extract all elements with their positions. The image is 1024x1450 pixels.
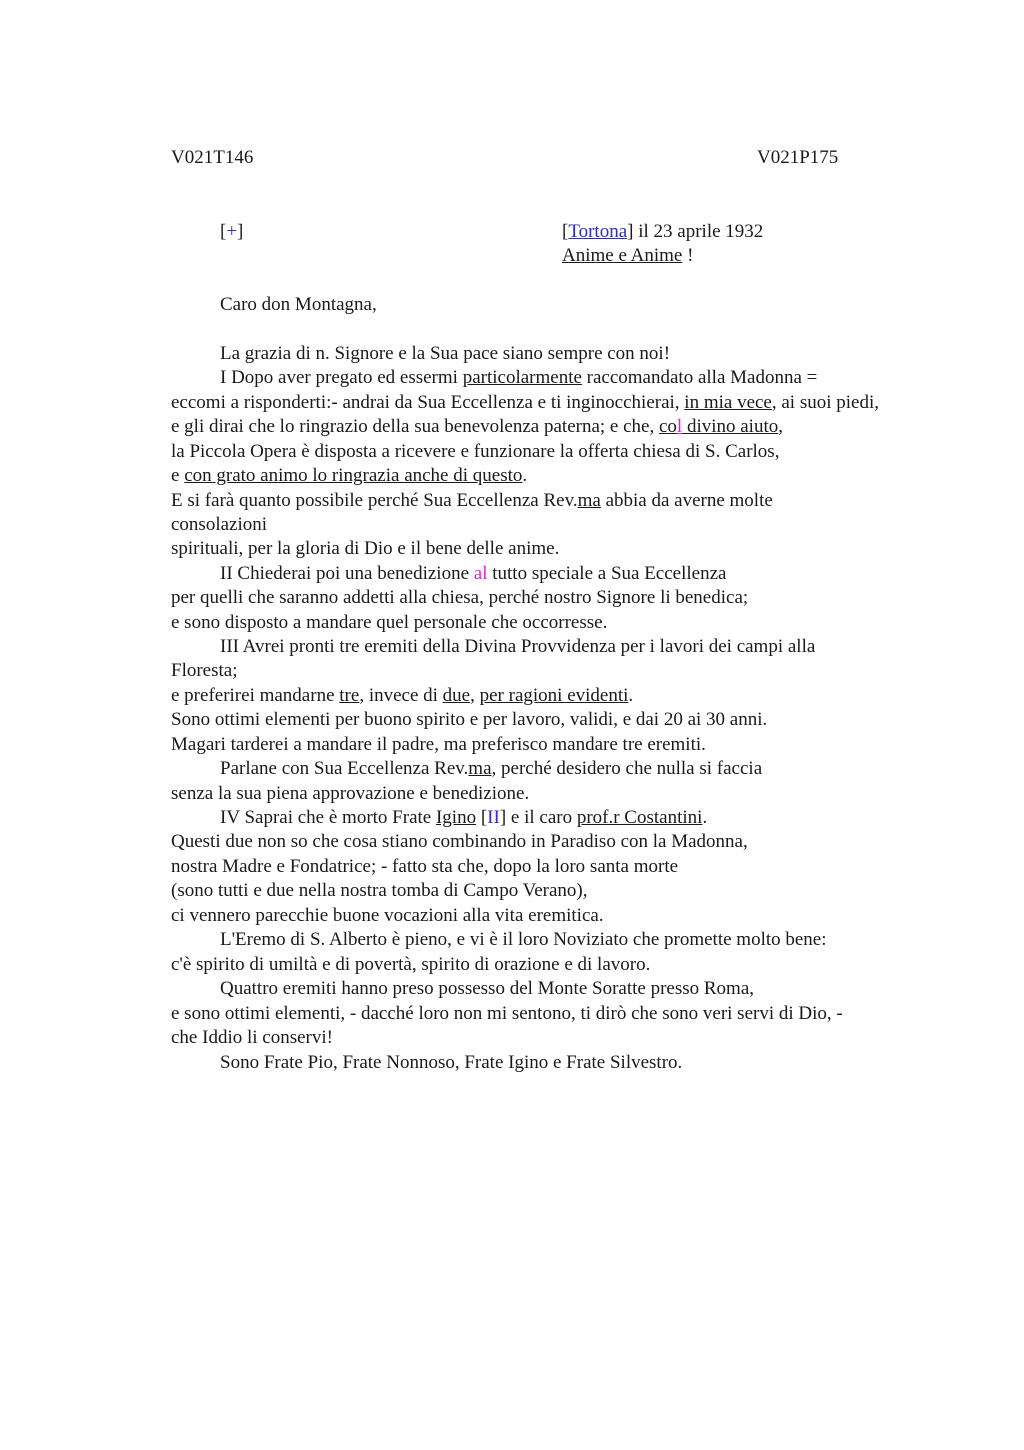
- text-run: IV Saprai che è morto Frate: [220, 807, 436, 828]
- text-run: [: [476, 807, 488, 828]
- letter-line: c'è spirito di umiltà e di povertà, spirito di orazione e di lavoro.: [171, 954, 651, 975]
- text-run: Parlane con Sua Eccellenza Rev.: [220, 758, 469, 779]
- letter-line: [171, 489, 773, 513]
- underlined-text: prof.r Costantini: [576, 807, 703, 828]
- text-run: , perché desidero che nulla si faccia: [491, 758, 763, 779]
- text-run: I Dopo aver pregato ed essermi: [220, 367, 463, 388]
- underlined-text: due: [442, 685, 471, 706]
- letter-line: Sono Frate Pio, Frate Nonnoso, Frate Igino e Frate Silvestro.: [220, 1052, 683, 1073]
- underlined-text: co: [658, 416, 677, 437]
- letter-line: che Iddio li conservi!: [171, 1027, 333, 1048]
- text-run: , ai suoi piedi,: [771, 392, 880, 413]
- place-date-line: [562, 220, 763, 244]
- editorial-marker: [220, 220, 243, 244]
- letter-line: nostra Madre e Fondatrice; - fatto sta che, dopo la loro santa morte: [171, 856, 679, 877]
- letter-line: senza la sua piena approvazione e benedizione.: [171, 783, 530, 804]
- text-run: abbia da averne molte: [600, 490, 773, 511]
- letter-line: La grazia di n. Signore e la Sua pace siano sempre con noi!: [220, 343, 671, 364]
- letter-line: Questi due non so che cosa stiano combinando in Paradiso con la Madonna,: [171, 831, 748, 852]
- footnote-link[interactable]: II: [487, 807, 500, 828]
- underlined-text: particolarmente: [462, 367, 582, 388]
- underlined-text: in mia vece: [684, 392, 772, 413]
- letter-line: [220, 757, 762, 781]
- text-run: e gli dirai che lo ringrazio della sua benevolenza paterna; e che,: [171, 416, 659, 437]
- text-run: .: [628, 685, 634, 706]
- text-run: ] e il caro: [499, 807, 577, 828]
- letter-line: Magari tarderei a mandare il padre, ma preferisco mandare tre eremiti.: [171, 734, 706, 755]
- letter-line: e sono disposto a mandare quel personale che occorresse.: [171, 612, 608, 633]
- letter-line: [220, 562, 726, 586]
- motto-line: [562, 244, 693, 268]
- letter-line: Quattro eremiti hanno preso possesso del Monte Soratte presso Roma,: [220, 978, 755, 999]
- letter-line: III Avrei pronti tre eremiti della Divina Provvidenza per i lavori dei campi alla: [220, 636, 816, 657]
- letter-line: (sono tutti e due nella nostra tomba di Campo Verano),: [171, 880, 588, 901]
- text-run: , invece di: [359, 685, 443, 706]
- text-run: E si farà quanto possibile perché Sua Eccellenza Rev.: [171, 490, 578, 511]
- letter-line: Sono ottimi elementi per buono spirito e per lavoro, validi, e dai 20 ai 30 anni.: [171, 709, 768, 730]
- underlined-text: ma: [468, 758, 492, 779]
- document-code-left: V021T146: [171, 147, 254, 168]
- text-run: e: [171, 465, 185, 486]
- letter-line: e sono ottimi elementi, - dacché loro non mi sentono, ti dirò che sono veri servi di Dio, -: [171, 1003, 843, 1024]
- underlined-text: per ragioni evidenti: [479, 685, 629, 706]
- letter-line: consolazioni: [171, 514, 268, 535]
- salutation: Caro don Montagna,: [220, 294, 377, 315]
- motto-suffix: !: [682, 245, 694, 266]
- letter-line: [171, 464, 527, 488]
- inserted-text: l: [676, 416, 683, 437]
- place-link-tortona[interactable]: Tortona: [568, 221, 628, 242]
- motto-text: Anime e Anime: [562, 245, 683, 266]
- text-run: tutto speciale a Sua Eccellenza: [487, 563, 727, 584]
- underlined-text: divino aiuto: [682, 416, 779, 437]
- document-code-right: V021P175: [757, 147, 839, 168]
- marker-close-bracket: ]: [237, 221, 244, 242]
- letter-line: L'Eremo di S. Alberto è pieno, e vi è il loro Noviziato che promette molto bene:: [220, 929, 827, 950]
- text-run: .: [522, 465, 528, 486]
- underlined-text: Igino: [435, 807, 477, 828]
- place-open-bracket: [: [562, 221, 569, 242]
- letter-line: [171, 684, 633, 708]
- marker-open-bracket: [: [220, 221, 227, 242]
- text-run: ,: [470, 685, 480, 706]
- text-run: e preferirei mandarne: [171, 685, 340, 706]
- letter-line: [171, 391, 879, 415]
- letter-line: per quelli che saranno addetti alla chiesa, perché nostro Signore li benedica;: [171, 587, 749, 608]
- text-run: II Chiederai poi una benedizione: [220, 563, 474, 584]
- underlined-text: tre: [339, 685, 360, 706]
- underlined-text: con grato animo lo ringrazia anche di questo: [184, 465, 523, 486]
- date-text: ] il 23 aprile 1932: [627, 221, 764, 242]
- text-run: .: [702, 807, 708, 828]
- underlined-text: ma: [577, 490, 601, 511]
- text-run: ,: [778, 416, 783, 437]
- inserted-text: al: [473, 563, 488, 584]
- text-run: eccomi a risponderti:- andrai da Sua Eccellenza e ti inginocchierai,: [171, 392, 685, 413]
- letter-line: la Piccola Opera è disposta a ricevere e funzionare la offerta chiesa di S. Carlos,: [171, 441, 780, 462]
- letter-line: Floresta;: [171, 660, 238, 681]
- letter-line: ci vennero parecchie buone vocazioni alla vita eremitica.: [171, 905, 604, 926]
- letter-line: spirituali, per la gloria di Dio e il bene delle anime.: [171, 538, 560, 559]
- expand-note-link[interactable]: +: [226, 221, 238, 242]
- text-run: raccomandato alla Madonna =: [581, 367, 818, 388]
- letter-line: [220, 806, 707, 830]
- letter-line: [220, 366, 817, 390]
- letter-line: [171, 415, 783, 439]
